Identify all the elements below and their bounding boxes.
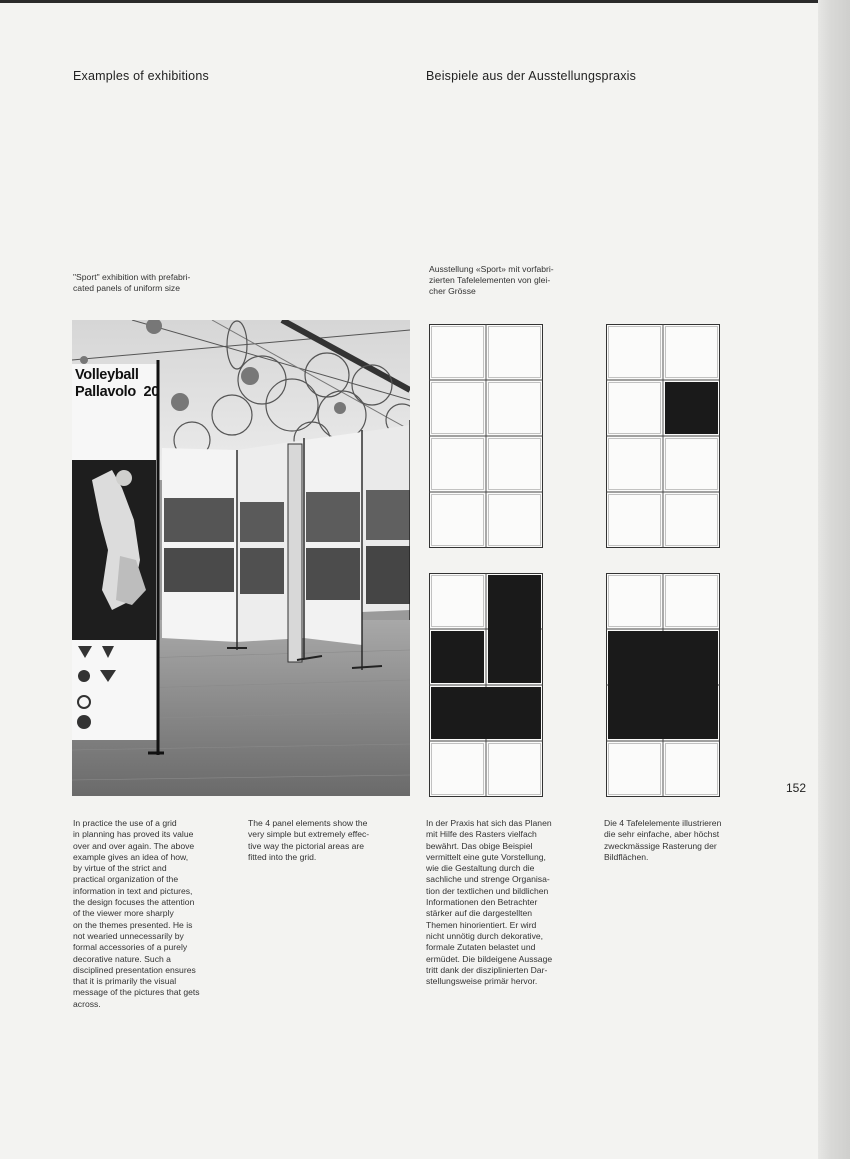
page-title-english: Examples of exhibitions <box>73 69 209 83</box>
caption-line: cated panels of uniform size <box>73 283 181 293</box>
body-text-german-1 <box>426 818 596 987</box>
text-line: sachliche und strenge Organisa- <box>426 874 550 885</box>
grid-diagram-large <box>606 573 720 797</box>
text-line: that it is primarily the visual <box>73 976 177 987</box>
page-number: 152 <box>786 781 807 795</box>
caption-line: "Sport" exhibition with prefabri- <box>73 272 191 282</box>
text-line: the design focuses the attention <box>73 897 195 908</box>
body-text-english-1 <box>73 818 238 1010</box>
pallavolo-sign-text <box>75 384 159 401</box>
text-line: not wearied unnecessarily by <box>73 930 184 941</box>
text-line: example gives an idea of how, <box>73 851 189 862</box>
text-line: on the themes presented. He is <box>73 919 193 930</box>
body-text-english-2 <box>248 818 408 863</box>
text-line: Themen hinorientiert. Er wird <box>426 919 537 930</box>
text-line: zweckmässige Rasterung der <box>604 840 717 851</box>
text-line: In practice the use of a grid <box>73 818 177 828</box>
text-line: tion der textlichen und bildlichen <box>426 885 549 896</box>
grid-diagram-l-shape <box>429 573 543 797</box>
page-title-german: Beispiele aus der Ausstellungspraxis <box>426 69 637 83</box>
text-line: die sehr einfache, aber höchst <box>604 829 720 840</box>
grid-diagram-empty <box>429 324 543 548</box>
text-line: fitted into the grid. <box>248 851 317 862</box>
caption-line: Ausstellung «Sport» mit vorfabri- <box>429 264 554 274</box>
text-line: mit Hilfe des Rasters vielfach <box>426 829 537 840</box>
text-line: Informationen den Betrachter <box>426 897 538 908</box>
text-line: formal accessories of a purely <box>73 942 188 953</box>
text-line: In der Praxis hat sich das Planen <box>426 818 552 828</box>
text-line: practical organization of the <box>73 874 179 885</box>
text-line: vermittelt eine gute Vorstellung, <box>426 851 546 862</box>
text-line: bewährt. Das obige Beispiel <box>426 840 533 851</box>
text-line: Bildflächen. <box>604 851 649 862</box>
text-line: The 4 panel elements show the <box>248 818 368 828</box>
text-line: information in text and pictures, <box>73 885 193 896</box>
top-rule <box>0 0 850 3</box>
body-text-german-2 <box>604 818 774 863</box>
text-line: by virtue of the strict and <box>73 863 167 874</box>
caption-german <box>429 264 554 297</box>
text-line: Die 4 Tafelelemente illustrieren <box>604 818 722 828</box>
caption-english <box>73 272 190 294</box>
caption-line: cher Grösse <box>429 286 476 296</box>
text-line: in planning has proved its value <box>73 829 194 840</box>
volleyball-sign-text: Volleyball <box>75 367 139 383</box>
sign-number: 20 <box>143 384 159 400</box>
text-line: very simple but extremely effec- <box>248 829 370 840</box>
text-line: decorative nature. Such a <box>73 953 171 964</box>
text-line: nicht unnötig durch dekorative, <box>426 930 544 941</box>
text-line: disciplined presentation ensures <box>73 964 196 975</box>
text-line: of the viewer more sharply <box>73 908 174 919</box>
text-line: formale Zutaten belastet und <box>426 942 536 953</box>
page-edge <box>818 0 850 1159</box>
caption-line: zierten Tafelelementen von glei- <box>429 275 551 285</box>
text-line: over and over again. The above <box>73 840 195 851</box>
text-line: stellungsweise primär hervor. <box>426 976 538 987</box>
text-line: stärker auf die dargestellten <box>426 908 533 919</box>
grid-diagram-single <box>606 324 720 548</box>
text-line: tive way the pictorial areas are <box>248 840 365 851</box>
text-line: wie die Gestaltung durch die <box>426 863 535 874</box>
text-line: ermüdet. Die bildeigene Aussage <box>426 953 553 964</box>
text-line: message of the pictures that gets <box>73 987 200 998</box>
text-line: tritt dank der disziplinierten Dar- <box>426 964 548 975</box>
exhibition-photo <box>72 320 410 796</box>
pallavolo-text: Pallavolo <box>75 384 136 400</box>
text-line: across. <box>73 998 101 1009</box>
